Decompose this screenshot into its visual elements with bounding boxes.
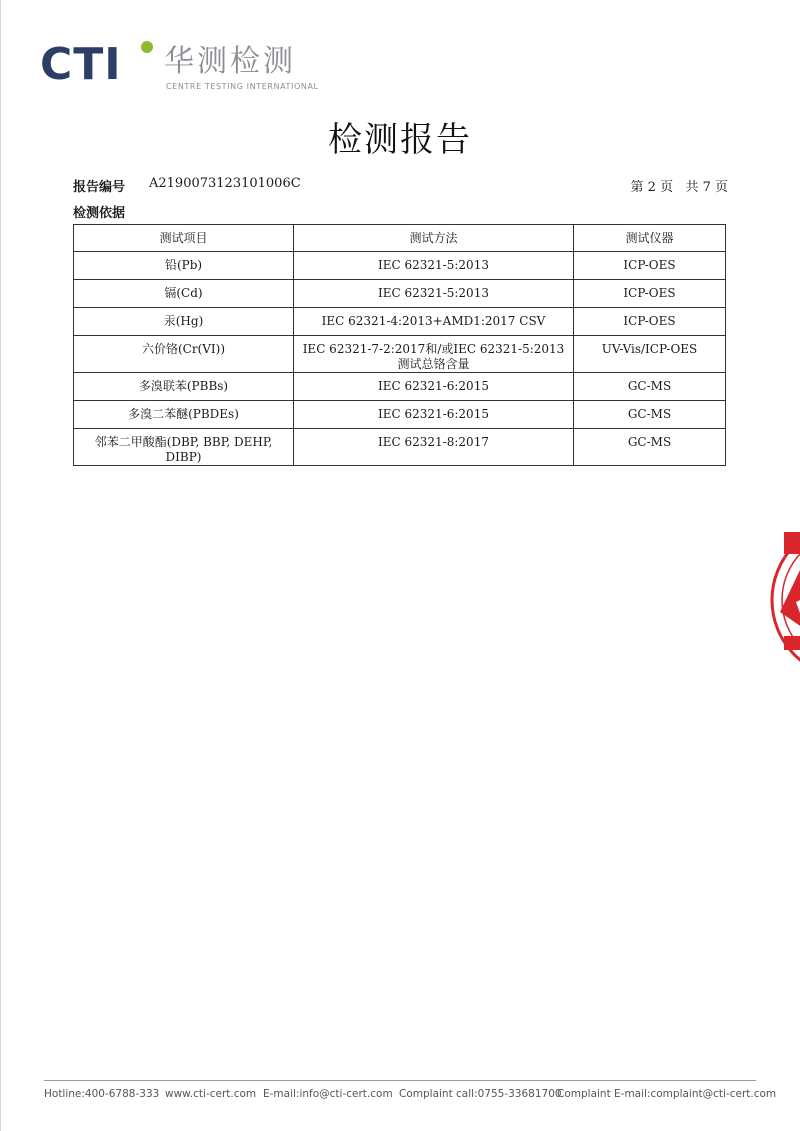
cell-item: 镉(Cd) (74, 280, 294, 308)
table-row (74, 373, 726, 401)
cell-instrument: ICP-OES (574, 252, 726, 280)
cell-item: 汞(Hg) (74, 308, 294, 336)
footer-divider (44, 1080, 756, 1081)
logo-dot-icon (141, 41, 153, 53)
logo-english-name: CENTRE TESTING INTERNATIONAL (166, 82, 319, 91)
table-row (74, 401, 726, 429)
table-row (74, 308, 726, 336)
cell-item: 六价铬(Cr(VI)) (74, 336, 294, 373)
cell-method: IEC 62321-6:2015 (294, 401, 574, 429)
report-number-value: A2190073123101006C (149, 176, 301, 191)
cell-item: 多溴联苯(PBBs) (74, 373, 294, 401)
cell-instrument: UV-Vis/ICP-OES (574, 336, 726, 373)
cell-instrument: GC-MS (574, 373, 726, 401)
cell-item: 邻苯二甲酸酯(DBP, BBP, DEHP, DIBP) (74, 429, 294, 466)
cell-method: IEC 62321-5:2013 (294, 280, 574, 308)
footer-complaint-call: Complaint call:0755-33681700 (399, 1088, 562, 1100)
report-number-label: 报告编号 (73, 180, 126, 195)
logo-chinese-name: 华测检测 (164, 44, 296, 79)
cell-item: 铅(Pb) (74, 252, 294, 280)
header-test-method: 测试方法 (294, 225, 574, 252)
footer-email[interactable]: E-mail:info@cti-cert.com (263, 1088, 393, 1100)
table-row (74, 429, 726, 466)
cell-instrument: ICP-OES (574, 280, 726, 308)
test-basis-table (73, 224, 726, 466)
header-test-item: 测试项目 (74, 225, 294, 252)
table-row (74, 336, 726, 373)
cell-item: 多溴二苯醚(PBDEs) (74, 401, 294, 429)
company-logo (40, 38, 319, 98)
page-info: 第 2 页 共 7 页 (630, 180, 728, 195)
report-meta (73, 176, 728, 194)
cell-method: IEC 62321-4:2013+AMD1:2017 CSV (294, 308, 574, 336)
table-header-row (74, 225, 726, 252)
footer (44, 1088, 777, 1104)
company-seal (770, 520, 800, 680)
footer-hotline: Hotline:400-6788-333 (44, 1088, 160, 1100)
logo-brand: CTI (40, 39, 122, 90)
cell-instrument: GC-MS (574, 401, 726, 429)
table-row (74, 280, 726, 308)
cell-method: IEC 62321-6:2015 (294, 373, 574, 401)
cell-method: IEC 62321-7-2:2017和/或IEC 62321-5:2013 测试总铬含量 (294, 336, 574, 373)
footer-website[interactable]: www.cti-cert.com (165, 1088, 257, 1100)
cell-method: IEC 62321-8:2017 (294, 429, 574, 466)
footer-complaint-email[interactable]: Complaint E-mail:complaint@cti-cert.com (557, 1088, 777, 1100)
cell-instrument: GC-MS (574, 429, 726, 466)
table-row (74, 252, 726, 280)
section-title: 检测依据 (73, 206, 126, 221)
document-title: 检测报告 (328, 120, 472, 160)
page-edge (0, 0, 1, 1131)
header-test-instrument: 测试仪器 (574, 225, 726, 252)
cell-instrument: ICP-OES (574, 308, 726, 336)
cell-method: IEC 62321-5:2013 (294, 252, 574, 280)
